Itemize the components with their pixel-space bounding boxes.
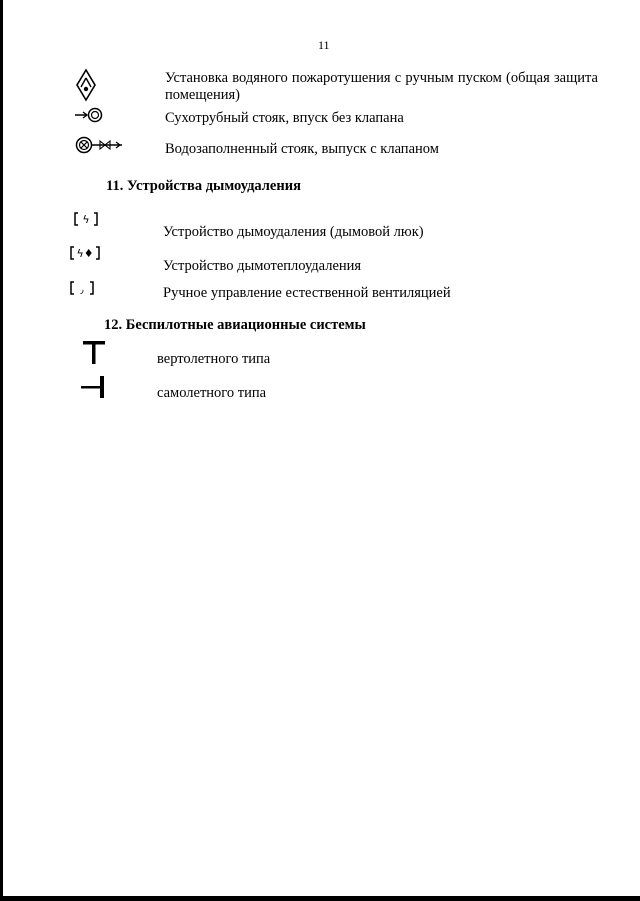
scan-edge-left [0, 0, 3, 901]
diamond-arrow-icon [74, 68, 98, 102]
uav-item-helicopter: вертолетного типа [157, 351, 271, 367]
section-heading-smoke: 11. Устройства дымоудаления [106, 178, 301, 194]
water-item-manual-start: Установка водяного пожаротушения с ручным пуском (общая защита помещения) [165, 70, 598, 103]
smoke-hatch-glyph: ϟ [82, 213, 90, 226]
scan-edge-bottom [0, 896, 640, 901]
smoke-heat-exhaust-icon [70, 246, 100, 260]
smoke-item-manual-ventilation: Ручное управление естественной вентиляцией [163, 285, 451, 301]
uav-item-airplane: самолетного типа [157, 385, 267, 401]
helicopter-uav-icon [82, 339, 106, 365]
smoke-hatch-icon [74, 212, 98, 226]
smoke-heat-glyph: ϟ♦ [76, 247, 94, 260]
dry-riser-inlet-icon [74, 107, 104, 123]
manual-ventilation-icon [70, 281, 94, 295]
water-item-dry-riser: Сухотрубный стояк, впуск без клапана [165, 110, 404, 126]
water-item-wet-riser: Водозаполненный стояк, выпуск с клапаном [165, 141, 439, 157]
smoke-item-hatch: Устройство дымоудаления (дымовой люк) [163, 224, 424, 240]
smoke-item-heat-exhaust: Устройство дымотеплоудаления [163, 258, 362, 274]
wet-riser-valve-icon [74, 136, 124, 154]
airplane-uav-icon [80, 374, 108, 400]
manual-ventilation-glyph: ٫ [80, 285, 84, 295]
section-heading-uav: 12. Беспилотные авиационные системы [104, 317, 366, 333]
page-number: 11 [318, 38, 330, 52]
